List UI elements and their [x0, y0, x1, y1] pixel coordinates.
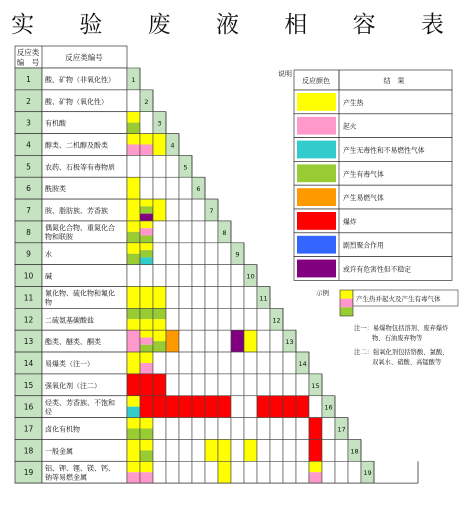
example-label: 示例: [316, 289, 329, 297]
diagonal-number: 17: [337, 425, 346, 434]
matrix-cell-band: [127, 396, 140, 407]
matrix-cell: [192, 243, 205, 265]
matrix-cell: [153, 243, 166, 265]
legend-swatch: [297, 260, 336, 278]
matrix-cell-band: [205, 439, 218, 461]
matrix-cell-band: [140, 250, 153, 257]
matrix-cell: [231, 287, 244, 309]
matrix-cell: [296, 418, 309, 440]
matrix-cell: [166, 177, 179, 199]
row-name: 二硫氨基碳酸盐: [45, 316, 94, 325]
matrix-cell-band: [153, 199, 166, 221]
matrix-cell-band: [127, 243, 140, 254]
note-text: 注二：强氧化剂包括铬酸、氯酸、: [354, 349, 449, 356]
matrix-cell-band: [140, 287, 153, 309]
matrix-cell: [244, 352, 257, 374]
matrix-cell: [218, 265, 231, 287]
matrix-cell-band: [270, 396, 283, 418]
legend-result: 爆炸: [343, 217, 357, 226]
matrix-cell: [218, 352, 231, 374]
matrix-cell: [205, 265, 218, 287]
matrix-cell: [244, 461, 257, 483]
matrix-cell: [179, 439, 192, 461]
matrix-cell: [166, 221, 179, 243]
diagonal-number: 12: [272, 316, 281, 325]
matrix-cell: [166, 352, 179, 374]
note-text: 双氧水、硝酸、高锰酸等: [372, 359, 442, 366]
matrix-cell: [166, 308, 179, 330]
matrix-cell: [244, 374, 257, 396]
matrix-cell-band: [283, 396, 296, 418]
matrix-cell: [218, 308, 231, 330]
matrix-cell-band: [127, 429, 140, 440]
matrix-cell-band: [218, 396, 231, 418]
matrix-cell-band: [127, 221, 140, 232]
matrix-cell-band: [257, 396, 270, 418]
matrix-cell: [192, 199, 205, 221]
diagonal-number: 4: [170, 141, 175, 150]
diagonal-number: 9: [235, 250, 240, 259]
row-number: 17: [23, 424, 34, 434]
matrix-cell: [166, 265, 179, 287]
matrix-cell: [192, 352, 205, 374]
matrix-cell-band: [140, 257, 153, 264]
row-name: 酸、矿物（非氧化性）: [45, 75, 115, 84]
row-number: 8: [26, 227, 31, 237]
matrix-cell-band: [309, 461, 322, 472]
matrix-cell: [192, 221, 205, 243]
matrix-cell: [127, 90, 140, 112]
header-num-label: 编 号: [16, 58, 40, 67]
row-number: 13: [23, 337, 34, 347]
row-number: 15: [23, 380, 34, 390]
matrix-cell-band: [127, 461, 140, 472]
matrix-cell-band: [127, 308, 140, 319]
row-name: 碱: [45, 272, 52, 281]
matrix-cell-band: [309, 418, 322, 440]
matrix-cell-band: [140, 308, 153, 319]
row-name: 水: [45, 250, 52, 259]
row-name: 物和联胺: [45, 232, 73, 241]
matrix-cell: [231, 439, 244, 461]
matrix-cell-band: [127, 254, 140, 265]
matrix-cell-band: [153, 396, 166, 418]
matrix-cell-band: [140, 214, 153, 221]
matrix-cell: [179, 287, 192, 309]
matrix-cell: [179, 199, 192, 221]
matrix-cell: [205, 308, 218, 330]
legend-swatch: [297, 188, 336, 206]
matrix-cell-band: [127, 112, 140, 123]
matrix-cell: [231, 396, 244, 418]
matrix-cell: [205, 418, 218, 440]
matrix-cell-band: [153, 287, 166, 309]
matrix-cell: [296, 439, 309, 461]
diagonal-number: 6: [196, 185, 201, 194]
matrix-cell: [231, 265, 244, 287]
matrix-cell: [166, 418, 179, 440]
matrix-cell-band: [244, 439, 257, 461]
matrix-cell: [153, 177, 166, 199]
matrix-cell-band: [127, 418, 140, 429]
legend-col-result-header: 结 果: [383, 77, 405, 85]
row-name: 胺、脂肪族、芳香族: [45, 207, 108, 216]
header-name-label: 反应类编号: [65, 53, 103, 62]
matrix-cell: [270, 418, 283, 440]
row-number: 10: [23, 271, 34, 281]
legend-swatch: [297, 164, 336, 182]
row-name: 烃类、芳香族、不饱和: [45, 398, 115, 407]
matrix-cell-band: [140, 199, 153, 206]
matrix-cell-band: [153, 134, 166, 156]
row-name: 烃: [45, 407, 52, 416]
matrix-cell-band: [140, 450, 153, 461]
row-name-cell: [42, 243, 127, 265]
matrix-cell-band: [127, 407, 140, 418]
matrix-cell: [205, 221, 218, 243]
matrix-cell-band: [166, 396, 179, 418]
matrix-cell: [192, 374, 205, 396]
legend-col-color-header: 反应颜色: [302, 77, 330, 85]
matrix-cell: [283, 439, 296, 461]
matrix-cell-band: [218, 439, 231, 461]
matrix-cell-band: [127, 352, 140, 374]
matrix-cell-band: [127, 134, 140, 145]
row-number: 3: [26, 118, 31, 128]
legend-swatch: [297, 141, 336, 159]
matrix-cell-band: [127, 287, 140, 309]
row-name: 易爆类（注一）: [45, 359, 94, 368]
matrix-cell: [309, 396, 322, 418]
matrix-cell-band: [140, 461, 153, 472]
row-number: 5: [26, 162, 31, 172]
matrix-cell: [257, 330, 270, 352]
matrix-cell: [205, 287, 218, 309]
legend-swatch: [297, 212, 336, 230]
legend-swatch: [297, 117, 336, 135]
row-number: 9: [26, 249, 31, 259]
row-name: 强氧化剂（注二）: [45, 381, 101, 390]
row-number: 2: [26, 96, 31, 106]
matrix-cell: [179, 352, 192, 374]
matrix-cell: [296, 461, 309, 483]
row-name: 酸、矿物（氧化性）: [45, 97, 108, 106]
matrix-cell-band: [309, 439, 322, 461]
matrix-cell-band: [140, 134, 153, 145]
matrix-cell-band: [153, 330, 166, 341]
diagonal-number: 8: [222, 228, 227, 237]
legend-result: 产生易燃气体: [343, 194, 384, 203]
matrix-cell: [257, 308, 270, 330]
matrix-cell: [192, 330, 205, 352]
row-name: 酰胺类: [45, 185, 66, 194]
matrix-cell: [231, 374, 244, 396]
matrix-cell-band: [140, 206, 153, 213]
matrix-cell: [166, 243, 179, 265]
matrix-cell: [231, 461, 244, 483]
matrix-cell: [179, 461, 192, 483]
diagonal-number: 14: [298, 359, 307, 368]
matrix-cell: [153, 221, 166, 243]
matrix-cell: [153, 461, 166, 483]
matrix-cell: [192, 287, 205, 309]
legend-result: 剧烈聚合作用: [343, 241, 384, 250]
matrix-cell-band: [140, 319, 153, 330]
matrix-cell: [192, 418, 205, 440]
header-num-label: 反应类: [16, 48, 40, 57]
matrix-cell: [179, 418, 192, 440]
row-name: 农药、石极等有毒物质: [45, 163, 115, 172]
row-number: 6: [26, 184, 31, 194]
matrix-cell: [166, 461, 179, 483]
matrix-cell: [179, 221, 192, 243]
matrix-cell: [153, 439, 166, 461]
row-number: 18: [23, 446, 34, 456]
row-name: 偶氮化合物、重氮化合: [45, 223, 115, 232]
diagonal-number: 15: [311, 381, 320, 390]
matrix-cell: [166, 199, 179, 221]
matrix-cell: [179, 330, 192, 352]
matrix-cell-band: [127, 330, 140, 352]
matrix-cell: [166, 287, 179, 309]
matrix-cell: [192, 265, 205, 287]
matrix-cell: [153, 352, 166, 374]
matrix-cell: [270, 330, 283, 352]
matrix-cell-band: [309, 472, 322, 483]
row-number: 16: [23, 402, 34, 412]
matrix-cell: [296, 374, 309, 396]
row-number: 14: [23, 358, 34, 368]
matrix-cell: [283, 461, 296, 483]
matrix-cell: [179, 265, 192, 287]
matrix-cell: [218, 374, 231, 396]
matrix-cell: [322, 418, 335, 440]
matrix-cell: [192, 461, 205, 483]
matrix-cell-band: [140, 363, 153, 374]
matrix-cell-band: [127, 144, 140, 155]
matrix-cell-band: [127, 177, 140, 199]
diagonal-number: 18: [350, 447, 359, 456]
matrix-cell: [179, 177, 192, 199]
row-name: 物: [45, 298, 52, 307]
matrix-cell-band: [140, 330, 153, 337]
note-text: 注一：易爆物包括溶剂、废弃爆炸: [354, 325, 449, 332]
matrix-cell: [218, 243, 231, 265]
diagonal-number: 10: [246, 272, 255, 281]
matrix-cell-band: [140, 472, 153, 483]
matrix-cell: [270, 439, 283, 461]
matrix-cell: [205, 330, 218, 352]
matrix-cell: [140, 155, 153, 177]
matrix-cell-band: [231, 330, 244, 352]
row-name: 有机酸: [45, 119, 66, 128]
matrix-cell-band: [218, 461, 231, 483]
matrix-cell: [335, 439, 348, 461]
matrix-cell: [244, 396, 257, 418]
matrix-cell: [218, 287, 231, 309]
matrix-cell: [218, 418, 231, 440]
matrix-cell-band: [205, 396, 218, 418]
matrix-cell-band: [140, 144, 153, 155]
matrix-cell-band: [153, 319, 166, 330]
diagonal-number: 11: [259, 294, 268, 303]
legend-result: 产生热: [343, 98, 364, 107]
matrix-cell: [257, 374, 270, 396]
matrix-cell: [153, 418, 166, 440]
matrix-cell: [283, 374, 296, 396]
row-name: 氰化物、硫化物和氟化: [45, 289, 115, 298]
matrix-cell: [348, 461, 361, 483]
matrix-cell-band: [140, 439, 153, 450]
row-name: 酯类、醚类、酮类: [45, 338, 101, 347]
matrix-cell: [153, 265, 166, 287]
matrix-cell: [205, 243, 218, 265]
row-name-cell: [42, 265, 127, 287]
matrix-cell: [205, 461, 218, 483]
matrix-cell: [231, 418, 244, 440]
legend-result: 产生有毒气体: [343, 170, 384, 179]
matrix-cell: [335, 461, 348, 483]
matrix-cell: [140, 265, 153, 287]
diagonal-number: 2: [144, 97, 149, 106]
matrix-cell-band: [244, 330, 257, 352]
matrix-cell: [283, 352, 296, 374]
matrix-cell-band: [166, 330, 179, 352]
matrix-cell: [231, 352, 244, 374]
matrix-cell: [166, 439, 179, 461]
matrix-cell: [257, 461, 270, 483]
matrix-cell: [166, 374, 179, 396]
matrix-cell: [270, 352, 283, 374]
matrix-cell-band: [140, 236, 153, 243]
matrix-cell: [244, 287, 257, 309]
matrix-cell-band: [140, 221, 153, 228]
diagonal-number: 19: [363, 469, 372, 478]
matrix-cell-band: [140, 345, 153, 352]
row-number: 19: [23, 468, 34, 478]
matrix-cell: [257, 439, 270, 461]
matrix-cell-band: [127, 123, 140, 134]
matrix-cell: [257, 418, 270, 440]
matrix-cell: [192, 439, 205, 461]
diagonal-number: 3: [157, 119, 162, 128]
matrix-cell-band: [140, 418, 153, 429]
legend-result: 起火: [343, 122, 357, 131]
matrix-cell: [257, 352, 270, 374]
matrix-cell-band: [140, 374, 153, 396]
row-number: 12: [23, 315, 34, 325]
matrix-cell-band: [127, 472, 140, 483]
diagonal-number: 16: [324, 403, 333, 412]
legend-swatch: [297, 236, 336, 254]
row-number: 7: [26, 206, 31, 216]
legend-result: 或许有危害性但不稳定: [343, 265, 411, 274]
legend-title: 说明: [278, 70, 292, 78]
diagonal-number: 1: [131, 75, 136, 84]
row-number: 11: [23, 293, 34, 303]
matrix-cell: [140, 177, 153, 199]
matrix-cell-band: [140, 228, 153, 235]
matrix-cell: [218, 330, 231, 352]
matrix-cell-band: [192, 396, 205, 418]
matrix-cell: [153, 155, 166, 177]
matrix-cell: [231, 308, 244, 330]
matrix-cell: [179, 308, 192, 330]
legend-result: 产生无毒性和不易燃性气体: [343, 146, 425, 155]
matrix-cell: [179, 243, 192, 265]
matrix-cell-band: [296, 396, 309, 418]
matrix-cell-band: [153, 374, 166, 396]
matrix-cell: [205, 374, 218, 396]
matrix-cell: [179, 374, 192, 396]
matrix-cell: [192, 308, 205, 330]
diagonal-number: 7: [209, 207, 214, 216]
row-name: 醇类、二机醇及酚类: [45, 141, 108, 150]
matrix-cell-band: [179, 396, 192, 418]
matrix-cell: [244, 418, 257, 440]
example-swatch-band: [340, 307, 353, 316]
page-title: 实 验 废 液 相 容 表: [11, 12, 463, 38]
matrix-cell-band: [127, 232, 140, 243]
matrix-cell-band: [127, 374, 140, 396]
matrix-cell: [283, 418, 296, 440]
matrix-cell-band: [140, 352, 153, 363]
matrix-cell: [270, 374, 283, 396]
diagonal-number: 5: [183, 163, 188, 172]
matrix-cell: [322, 439, 335, 461]
matrix-cell-band: [140, 337, 153, 344]
diagonal-number: 13: [285, 338, 294, 347]
row-name: 铝、钾、锂、镁、钙、: [45, 464, 115, 473]
row-number: 4: [26, 140, 31, 150]
note-text: 物、石油废弃物等: [372, 335, 423, 342]
matrix-cell: [166, 155, 179, 177]
example-swatch-band: [340, 290, 353, 299]
matrix-cell-band: [140, 396, 153, 418]
matrix-cell-band: [127, 319, 140, 330]
matrix-cell-band: [127, 439, 140, 461]
matrix-cell-band: [140, 243, 153, 250]
row-number: 1: [26, 74, 31, 84]
matrix-cell: [270, 461, 283, 483]
row-name: 钠等易燃金属: [45, 473, 87, 482]
matrix-cell: [140, 112, 153, 134]
matrix-cell-band: [153, 308, 166, 319]
matrix-cell: [205, 352, 218, 374]
matrix-cell: [127, 155, 140, 177]
example-swatch-band: [340, 299, 353, 308]
legend-swatch: [297, 93, 336, 111]
matrix-cell: [244, 308, 257, 330]
matrix-cell-band: [127, 199, 140, 221]
matrix-cell-band: [140, 429, 153, 440]
matrix-cell: [322, 461, 335, 483]
example-result: 产生热并起火及产生有毒气体: [356, 295, 441, 303]
row-name: 一般金属: [45, 447, 73, 456]
matrix-cell: [127, 265, 140, 287]
matrix-cell-band: [153, 341, 166, 352]
row-name: 卤化有机物: [45, 425, 80, 434]
